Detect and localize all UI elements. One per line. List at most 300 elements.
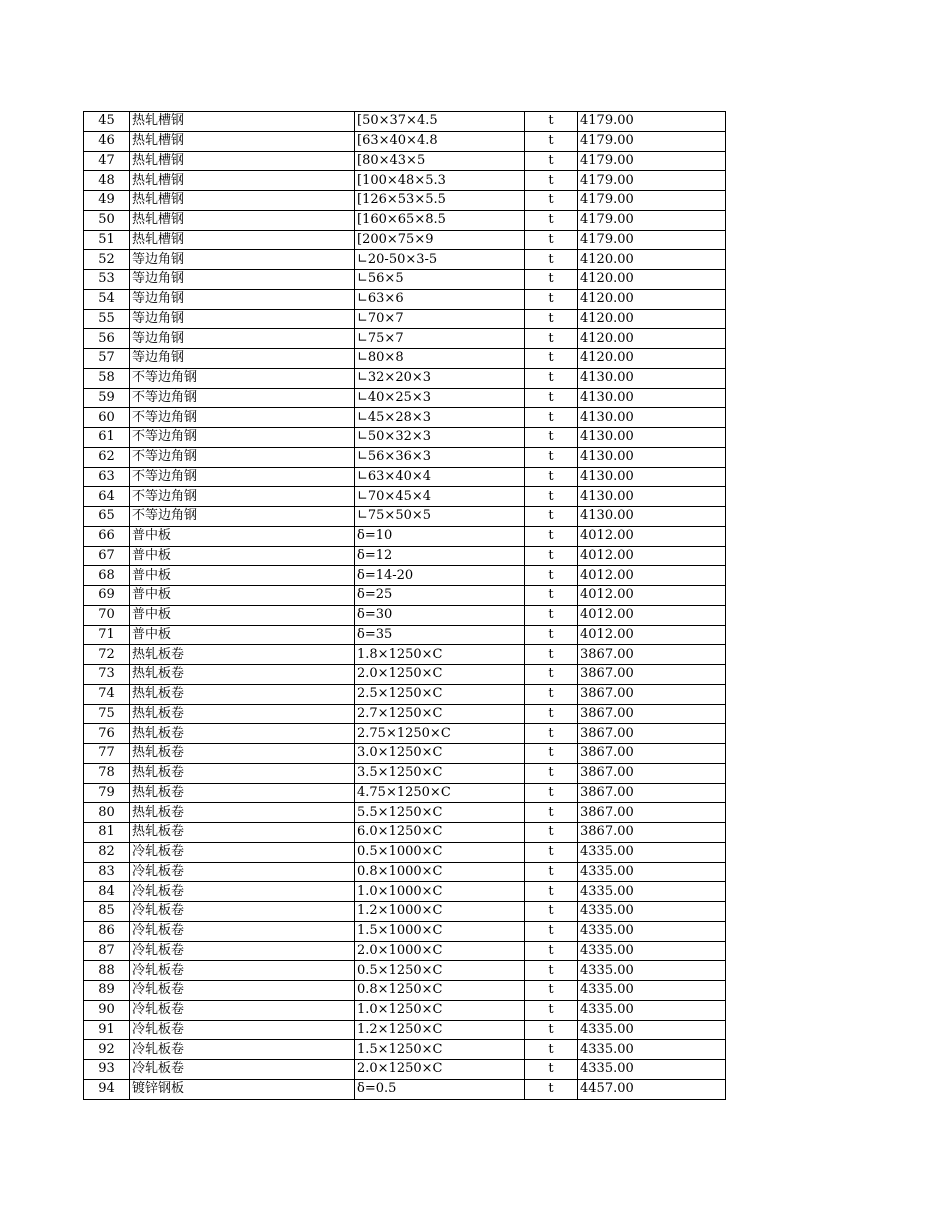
unit-cell: t: [525, 1040, 578, 1060]
table-row: [84, 1000, 726, 1020]
price-cell: 4130.00: [578, 428, 726, 448]
price-cell: 4130.00: [578, 388, 726, 408]
price-cell: 4335.00: [578, 1060, 726, 1080]
price-cell: 4335.00: [578, 961, 726, 981]
row-number-cell: 56: [84, 329, 130, 349]
table-row: [84, 171, 726, 191]
item-name-cell: 冷轧板卷: [130, 862, 355, 882]
unit-cell: t: [525, 921, 578, 941]
row-number-cell: 83: [84, 862, 130, 882]
price-cell: 4335.00: [578, 981, 726, 1001]
price-cell: 4012.00: [578, 546, 726, 566]
table-row: [84, 586, 726, 606]
row-number-cell: 94: [84, 1079, 130, 1099]
table-row: [84, 210, 726, 230]
item-name-cell: 冷轧板卷: [130, 1060, 355, 1080]
unit-cell: t: [525, 526, 578, 546]
spec-cell: δ=0.5: [355, 1079, 525, 1099]
item-name-cell: 热轧槽钢: [130, 230, 355, 250]
price-cell: 4335.00: [578, 1020, 726, 1040]
item-name-cell: 冷轧板卷: [130, 981, 355, 1001]
spec-cell: 1.0×1000×C: [355, 882, 525, 902]
item-name-cell: 热轧槽钢: [130, 210, 355, 230]
row-number-cell: 59: [84, 388, 130, 408]
spec-cell: ∟32×20×3: [355, 368, 525, 388]
row-number-cell: 89: [84, 981, 130, 1001]
row-number-cell: 88: [84, 961, 130, 981]
item-name-cell: 等边角钢: [130, 349, 355, 369]
item-name-cell: 热轧板卷: [130, 744, 355, 764]
price-table-body: [84, 112, 726, 1100]
item-name-cell: 冷轧板卷: [130, 941, 355, 961]
unit-cell: t: [525, 724, 578, 744]
item-name-cell: 等边角钢: [130, 289, 355, 309]
price-cell: 4012.00: [578, 625, 726, 645]
price-cell: 4120.00: [578, 329, 726, 349]
spec-cell: ∟70×45×4: [355, 487, 525, 507]
spec-cell: ∟20-50×3-5: [355, 250, 525, 270]
item-name-cell: 热轧板卷: [130, 803, 355, 823]
unit-cell: t: [525, 566, 578, 586]
spec-cell: 1.2×1250×C: [355, 1020, 525, 1040]
unit-cell: t: [525, 487, 578, 507]
price-cell: 4179.00: [578, 131, 726, 151]
item-name-cell: 热轧板卷: [130, 645, 355, 665]
item-name-cell: 普中板: [130, 605, 355, 625]
row-number-cell: 92: [84, 1040, 130, 1060]
table-row: [84, 803, 726, 823]
item-name-cell: 冷轧板卷: [130, 1040, 355, 1060]
row-number-cell: 82: [84, 842, 130, 862]
unit-cell: t: [525, 1060, 578, 1080]
spec-cell: 2.0×1000×C: [355, 941, 525, 961]
spec-cell: ∟63×6: [355, 289, 525, 309]
table-row: [84, 408, 726, 428]
row-number-cell: 47: [84, 151, 130, 171]
item-name-cell: 不等边角钢: [130, 368, 355, 388]
unit-cell: t: [525, 902, 578, 922]
spec-cell: ∟63×40×4: [355, 467, 525, 487]
row-number-cell: 58: [84, 368, 130, 388]
row-number-cell: 60: [84, 408, 130, 428]
table-row: [84, 823, 726, 843]
table-row: [84, 645, 726, 665]
price-cell: 4130.00: [578, 368, 726, 388]
unit-cell: t: [525, 171, 578, 191]
row-number-cell: 64: [84, 487, 130, 507]
price-cell: 3867.00: [578, 704, 726, 724]
row-number-cell: 55: [84, 309, 130, 329]
item-name-cell: 冷轧板卷: [130, 1020, 355, 1040]
table-row: [84, 368, 726, 388]
unit-cell: t: [525, 981, 578, 1001]
row-number-cell: 87: [84, 941, 130, 961]
unit-cell: t: [525, 605, 578, 625]
item-name-cell: 等边角钢: [130, 309, 355, 329]
table-row: [84, 112, 726, 132]
table-row: [84, 487, 726, 507]
unit-cell: t: [525, 210, 578, 230]
table-row: [84, 447, 726, 467]
item-name-cell: 热轧槽钢: [130, 131, 355, 151]
price-cell: 4457.00: [578, 1079, 726, 1099]
row-number-cell: 54: [84, 289, 130, 309]
table-row: [84, 1020, 726, 1040]
price-cell: 4130.00: [578, 447, 726, 467]
price-cell: 4120.00: [578, 289, 726, 309]
unit-cell: t: [525, 684, 578, 704]
item-name-cell: 不等边角钢: [130, 388, 355, 408]
row-number-cell: 66: [84, 526, 130, 546]
row-number-cell: 76: [84, 724, 130, 744]
row-number-cell: 90: [84, 1000, 130, 1020]
row-number-cell: 80: [84, 803, 130, 823]
unit-cell: t: [525, 783, 578, 803]
row-number-cell: 77: [84, 744, 130, 764]
row-number-cell: 49: [84, 191, 130, 211]
unit-cell: t: [525, 862, 578, 882]
table-row: [84, 270, 726, 290]
spec-cell: [126×53×5.5: [355, 191, 525, 211]
row-number-cell: 51: [84, 230, 130, 250]
unit-cell: t: [525, 289, 578, 309]
price-cell: 4120.00: [578, 309, 726, 329]
item-name-cell: 热轧槽钢: [130, 191, 355, 211]
table-row: [84, 882, 726, 902]
row-number-cell: 85: [84, 902, 130, 922]
row-number-cell: 65: [84, 507, 130, 527]
price-cell: 4335.00: [578, 941, 726, 961]
row-number-cell: 61: [84, 428, 130, 448]
table-row: [84, 902, 726, 922]
price-cell: 4120.00: [578, 250, 726, 270]
unit-cell: t: [525, 428, 578, 448]
unit-cell: t: [525, 961, 578, 981]
price-cell: 4335.00: [578, 902, 726, 922]
row-number-cell: 45: [84, 112, 130, 132]
item-name-cell: 热轧板卷: [130, 823, 355, 843]
row-number-cell: 53: [84, 270, 130, 290]
table-row: [84, 744, 726, 764]
spec-cell: 2.5×1250×C: [355, 684, 525, 704]
row-number-cell: 67: [84, 546, 130, 566]
price-cell: 3867.00: [578, 645, 726, 665]
price-cell: 3867.00: [578, 665, 726, 685]
unit-cell: t: [525, 803, 578, 823]
item-name-cell: 等边角钢: [130, 329, 355, 349]
unit-cell: t: [525, 270, 578, 290]
table-row: [84, 191, 726, 211]
unit-cell: t: [525, 507, 578, 527]
row-number-cell: 78: [84, 763, 130, 783]
item-name-cell: 镀锌钢板: [130, 1079, 355, 1099]
table-row: [84, 724, 726, 744]
row-number-cell: 74: [84, 684, 130, 704]
price-cell: 4130.00: [578, 507, 726, 527]
item-name-cell: 不等边角钢: [130, 507, 355, 527]
spec-cell: ∟70×7: [355, 309, 525, 329]
table-row: [84, 566, 726, 586]
item-name-cell: 热轧槽钢: [130, 112, 355, 132]
item-name-cell: 冷轧板卷: [130, 961, 355, 981]
unit-cell: t: [525, 1020, 578, 1040]
spec-cell: δ=35: [355, 625, 525, 645]
price-cell: 4179.00: [578, 191, 726, 211]
row-number-cell: 79: [84, 783, 130, 803]
table-row: [84, 605, 726, 625]
price-cell: 4012.00: [578, 566, 726, 586]
unit-cell: t: [525, 349, 578, 369]
table-row: [84, 981, 726, 1001]
price-cell: 4012.00: [578, 586, 726, 606]
spec-cell: ∟50×32×3: [355, 428, 525, 448]
item-name-cell: 等边角钢: [130, 270, 355, 290]
item-name-cell: 等边角钢: [130, 250, 355, 270]
item-name-cell: 冷轧板卷: [130, 902, 355, 922]
spec-cell: δ=25: [355, 586, 525, 606]
spec-cell: [200×75×9: [355, 230, 525, 250]
price-cell: 4335.00: [578, 1040, 726, 1060]
spec-cell: 1.2×1000×C: [355, 902, 525, 922]
row-number-cell: 48: [84, 171, 130, 191]
spec-cell: 5.5×1250×C: [355, 803, 525, 823]
price-cell: 4012.00: [578, 526, 726, 546]
table-row: [84, 961, 726, 981]
spec-cell: [160×65×8.5: [355, 210, 525, 230]
spec-cell: 0.5×1250×C: [355, 961, 525, 981]
table-row: [84, 941, 726, 961]
price-cell: 4179.00: [578, 151, 726, 171]
unit-cell: t: [525, 408, 578, 428]
row-number-cell: 52: [84, 250, 130, 270]
spec-cell: 0.8×1250×C: [355, 981, 525, 1001]
spec-cell: 1.5×1000×C: [355, 921, 525, 941]
table-row: [84, 151, 726, 171]
row-number-cell: 62: [84, 447, 130, 467]
item-name-cell: 普中板: [130, 566, 355, 586]
spec-cell: ∟56×5: [355, 270, 525, 290]
spec-cell: 1.0×1250×C: [355, 1000, 525, 1020]
spec-cell: 3.0×1250×C: [355, 744, 525, 764]
spec-cell: δ=12: [355, 546, 525, 566]
price-cell: 4130.00: [578, 408, 726, 428]
item-name-cell: 热轧板卷: [130, 724, 355, 744]
item-name-cell: 冷轧板卷: [130, 921, 355, 941]
row-number-cell: 84: [84, 882, 130, 902]
spec-cell: δ=10: [355, 526, 525, 546]
table-row: [84, 428, 726, 448]
unit-cell: t: [525, 882, 578, 902]
unit-cell: t: [525, 645, 578, 665]
unit-cell: t: [525, 131, 578, 151]
unit-cell: t: [525, 665, 578, 685]
price-cell: 3867.00: [578, 803, 726, 823]
unit-cell: t: [525, 388, 578, 408]
unit-cell: t: [525, 467, 578, 487]
unit-cell: t: [525, 704, 578, 724]
spec-cell: ∟40×25×3: [355, 388, 525, 408]
spec-cell: ∟80×8: [355, 349, 525, 369]
price-cell: 3867.00: [578, 783, 726, 803]
table-row: [84, 507, 726, 527]
table-row: [84, 1060, 726, 1080]
table-row: [84, 704, 726, 724]
spec-cell: ∟75×7: [355, 329, 525, 349]
item-name-cell: 热轧板卷: [130, 783, 355, 803]
price-cell: 4130.00: [578, 487, 726, 507]
row-number-cell: 70: [84, 605, 130, 625]
spec-cell: 2.75×1250×C: [355, 724, 525, 744]
unit-cell: t: [525, 447, 578, 467]
item-name-cell: 普中板: [130, 586, 355, 606]
item-name-cell: 普中板: [130, 526, 355, 546]
item-name-cell: 不等边角钢: [130, 408, 355, 428]
spec-cell: [100×48×5.3: [355, 171, 525, 191]
item-name-cell: 热轧板卷: [130, 763, 355, 783]
spec-cell: ∟75×50×5: [355, 507, 525, 527]
unit-cell: t: [525, 763, 578, 783]
price-cell: 4179.00: [578, 171, 726, 191]
price-cell: 4335.00: [578, 921, 726, 941]
table-row: [84, 329, 726, 349]
item-name-cell: 热轧板卷: [130, 684, 355, 704]
row-number-cell: 71: [84, 625, 130, 645]
unit-cell: t: [525, 309, 578, 329]
table-row: [84, 250, 726, 270]
unit-cell: t: [525, 230, 578, 250]
item-name-cell: 普中板: [130, 546, 355, 566]
price-cell: 3867.00: [578, 823, 726, 843]
row-number-cell: 68: [84, 566, 130, 586]
unit-cell: t: [525, 191, 578, 211]
price-cell: 4179.00: [578, 112, 726, 132]
spec-cell: 2.7×1250×C: [355, 704, 525, 724]
price-cell: 3867.00: [578, 724, 726, 744]
unit-cell: t: [525, 112, 578, 132]
spec-cell: ∟56×36×3: [355, 447, 525, 467]
price-cell: 3867.00: [578, 684, 726, 704]
unit-cell: t: [525, 1000, 578, 1020]
unit-cell: t: [525, 368, 578, 388]
spec-cell: ∟45×28×3: [355, 408, 525, 428]
table-row: [84, 763, 726, 783]
table-row: [84, 131, 726, 151]
table-row: [84, 388, 726, 408]
spec-cell: [80×43×5: [355, 151, 525, 171]
item-name-cell: 普中板: [130, 625, 355, 645]
spec-cell: 1.8×1250×C: [355, 645, 525, 665]
row-number-cell: 72: [84, 645, 130, 665]
price-cell: 4335.00: [578, 1000, 726, 1020]
price-cell: 4335.00: [578, 862, 726, 882]
unit-cell: t: [525, 250, 578, 270]
spec-cell: 0.5×1000×C: [355, 842, 525, 862]
spec-cell: δ=30: [355, 605, 525, 625]
item-name-cell: 不等边角钢: [130, 428, 355, 448]
price-cell: 4179.00: [578, 230, 726, 250]
table-row: [84, 526, 726, 546]
unit-cell: t: [525, 625, 578, 645]
table-row: [84, 309, 726, 329]
spec-cell: [63×40×4.8: [355, 131, 525, 151]
unit-cell: t: [525, 842, 578, 862]
spec-cell: 4.75×1250×C: [355, 783, 525, 803]
table-row: [84, 546, 726, 566]
row-number-cell: 50: [84, 210, 130, 230]
unit-cell: t: [525, 823, 578, 843]
price-cell: 4335.00: [578, 842, 726, 862]
row-number-cell: 75: [84, 704, 130, 724]
item-name-cell: 热轧槽钢: [130, 171, 355, 191]
price-cell: 3867.00: [578, 763, 726, 783]
spec-cell: 2.0×1250×C: [355, 1060, 525, 1080]
item-name-cell: 不等边角钢: [130, 447, 355, 467]
table-row: [84, 684, 726, 704]
item-name-cell: 不等边角钢: [130, 487, 355, 507]
table-row: [84, 230, 726, 250]
unit-cell: t: [525, 546, 578, 566]
unit-cell: t: [525, 329, 578, 349]
spec-cell: 3.5×1250×C: [355, 763, 525, 783]
price-cell: 4179.00: [578, 210, 726, 230]
unit-cell: t: [525, 1079, 578, 1099]
spec-cell: 0.8×1000×C: [355, 862, 525, 882]
item-name-cell: 冷轧板卷: [130, 882, 355, 902]
row-number-cell: 73: [84, 665, 130, 685]
row-number-cell: 91: [84, 1020, 130, 1040]
table-row: [84, 289, 726, 309]
spec-cell: 1.5×1250×C: [355, 1040, 525, 1060]
spec-cell: [50×37×4.5: [355, 112, 525, 132]
item-name-cell: 冷轧板卷: [130, 1000, 355, 1020]
row-number-cell: 93: [84, 1060, 130, 1080]
row-number-cell: 81: [84, 823, 130, 843]
table-row: [84, 1040, 726, 1060]
spec-cell: 2.0×1250×C: [355, 665, 525, 685]
table-row: [84, 625, 726, 645]
price-cell: 4335.00: [578, 882, 726, 902]
row-number-cell: 46: [84, 131, 130, 151]
row-number-cell: 69: [84, 586, 130, 606]
row-number-cell: 57: [84, 349, 130, 369]
table-row: [84, 783, 726, 803]
price-cell: 3867.00: [578, 744, 726, 764]
table-row: [84, 1079, 726, 1099]
unit-cell: t: [525, 744, 578, 764]
price-cell: 4120.00: [578, 270, 726, 290]
table-row: [84, 467, 726, 487]
item-name-cell: 不等边角钢: [130, 467, 355, 487]
table-row: [84, 862, 726, 882]
unit-cell: t: [525, 151, 578, 171]
table-row: [84, 349, 726, 369]
table-row: [84, 665, 726, 685]
item-name-cell: 热轧板卷: [130, 665, 355, 685]
price-table: [83, 111, 726, 1100]
price-cell: 4012.00: [578, 605, 726, 625]
spec-cell: 6.0×1250×C: [355, 823, 525, 843]
table-row: [84, 921, 726, 941]
row-number-cell: 63: [84, 467, 130, 487]
item-name-cell: 热轧槽钢: [130, 151, 355, 171]
unit-cell: t: [525, 941, 578, 961]
price-cell: 4130.00: [578, 467, 726, 487]
spec-cell: δ=14-20: [355, 566, 525, 586]
row-number-cell: 86: [84, 921, 130, 941]
item-name-cell: 热轧板卷: [130, 704, 355, 724]
price-cell: 4120.00: [578, 349, 726, 369]
unit-cell: t: [525, 586, 578, 606]
